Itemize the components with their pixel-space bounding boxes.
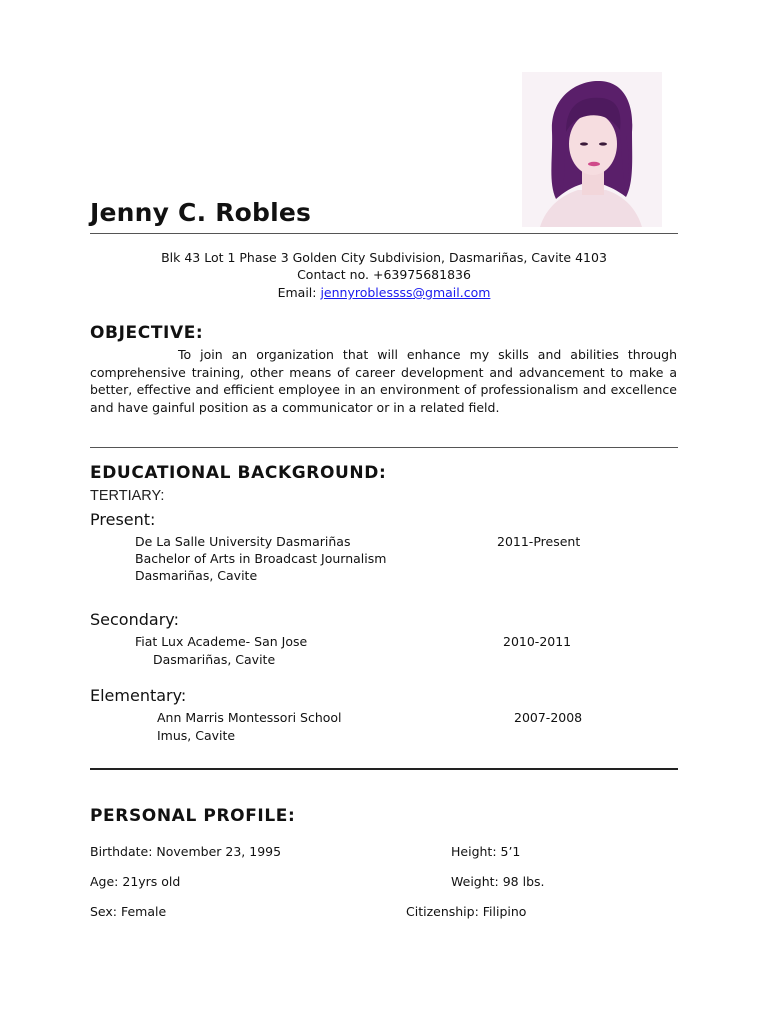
age: Age: 21yrs old [90, 874, 181, 889]
elementary-location: Imus, Cavite [157, 728, 236, 743]
elementary-label: Elementary: [90, 686, 187, 705]
candidate-name: Jenny C. Robles [90, 198, 312, 227]
header-divider [90, 233, 678, 234]
weight: Weight: 98 lbs. [451, 874, 545, 889]
sex: Sex: Female [90, 904, 167, 919]
objective-divider [90, 447, 678, 448]
email-line [90, 284, 678, 302]
elementary-school: Ann Marris Montessori School [157, 710, 342, 725]
secondary-label: Secondary: [90, 610, 179, 629]
present-school: De La Salle University Dasmariñas [135, 534, 351, 549]
objective-heading: OBJECTIVE: [90, 323, 204, 343]
profile-photo [522, 72, 662, 227]
email-link[interactable]: jennyroblessss@gmail.com [320, 285, 491, 300]
address-line: Blk 43 Lot 1 Phase 3 Golden City Subdivision, Dasmariñas, Cavite 4103 [161, 250, 607, 265]
present-course: Bachelor of Arts in Broadcast Journalism [135, 551, 387, 566]
objective-text [90, 346, 677, 416]
tertiary-label: TERTIARY: [90, 488, 165, 504]
profile-heading: PERSONAL PROFILE: [90, 806, 296, 826]
citizenship: Citizenship: Filipino [406, 904, 527, 919]
portrait-image [522, 72, 662, 227]
present-years: 2011-Present [497, 534, 581, 549]
education-heading: EDUCATIONAL BACKGROUND: [90, 463, 387, 483]
email-label: Email: [277, 285, 321, 300]
elementary-years: 2007-2008 [514, 710, 583, 725]
education-divider [90, 768, 678, 770]
objective-body: To join an organization that will enhance my skills and abilities through comprehensive training, other means of career development and advancement to make a better, effective and efficient employee in an environment of professionalism and excellence and have gainful position as a communicator or in a related field. [90, 347, 677, 415]
height: Height: 5’1 [451, 844, 521, 859]
secondary-location: Dasmariñas, Cavite [153, 652, 276, 667]
birthdate: Birthdate: November 23, 1995 [90, 844, 282, 859]
present-location: Dasmariñas, Cavite [135, 568, 258, 583]
secondary-school: Fiat Lux Academe- San Jose [135, 634, 308, 649]
secondary-years: 2010-2011 [503, 634, 572, 649]
contact-line: Contact no. +63975681836 [297, 267, 471, 282]
present-label: Present: [90, 510, 156, 529]
